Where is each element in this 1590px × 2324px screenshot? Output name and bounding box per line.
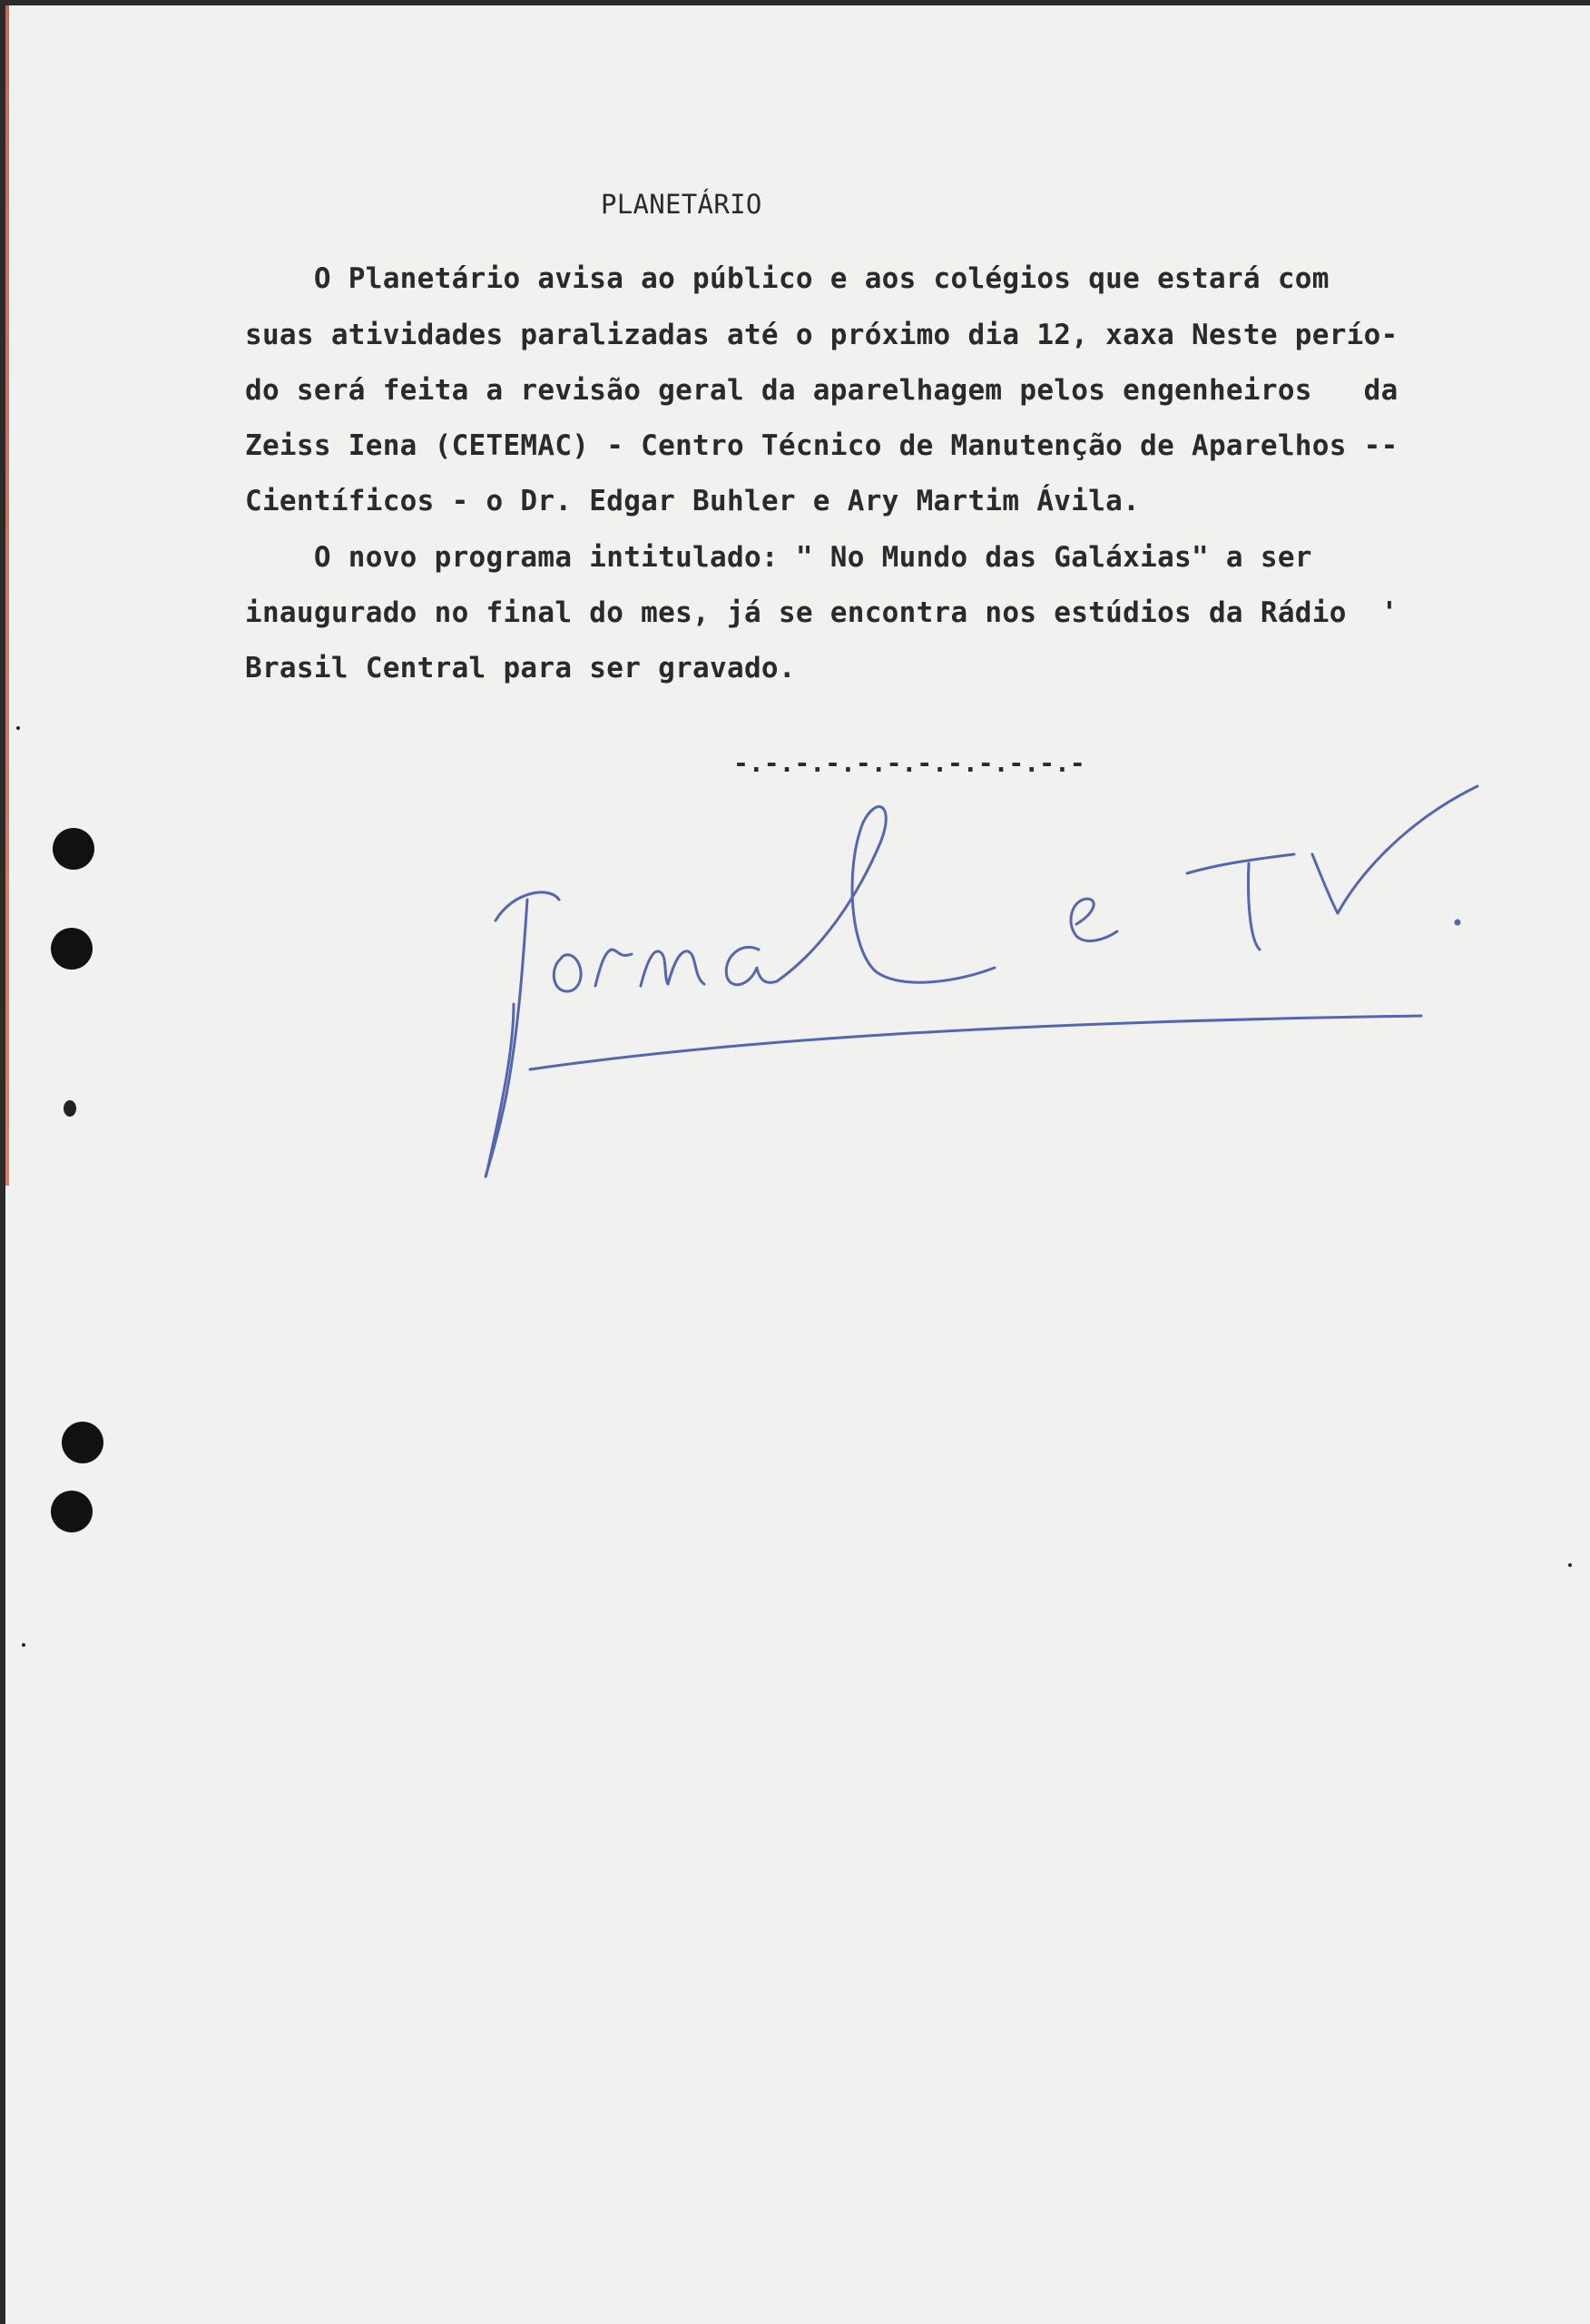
paragraph-1-line-3: do será feita a revisão geral da aparelhagem pelos engenheiros da <box>245 374 1399 407</box>
paragraph-2-line-1: O novo programa intitulado: " No Mundo das Galáxias" a ser <box>245 541 1312 574</box>
paragraph-1-line-5: Científicos - o Dr. Edgar Buhler e Ary Martim Ávila. <box>245 485 1141 517</box>
paragraph-2-line-3: Brasil Central para ser gravado. <box>245 652 796 684</box>
paragraph-2-line-2: inaugurado no final do mes, já se encontra nos estúdios da Rádio ' <box>245 596 1399 629</box>
paragraph-1-line-4: Zeiss Iena (CETEMAC) - Centro Técnico de Manutenção de Aparelhos -- <box>245 429 1399 462</box>
punch-hole <box>51 928 93 970</box>
document-title: PLANETÁRIO <box>601 189 762 220</box>
paragraph-1-line-2: suas atividades paralizadas até o próximo dia 12, xaxa Neste perío- <box>245 319 1399 351</box>
handwritten-note-jornal-e-tv <box>5 5 1590 2324</box>
document-page <box>5 5 1590 2324</box>
punch-hole <box>51 1491 93 1532</box>
ink-speck <box>64 1100 76 1117</box>
paragraph-1-line-1: O Planetário avisa ao público e aos colégios que estará com <box>245 262 1330 295</box>
ink-speck <box>1568 1563 1572 1567</box>
punch-hole <box>62 1422 103 1463</box>
ink-speck <box>22 1643 25 1647</box>
ink-speck <box>16 726 20 730</box>
section-divider: -.-.-.-.-.-.-.-.-.-.-.- <box>733 748 1085 778</box>
punch-hole <box>53 828 94 870</box>
paper-edge <box>5 5 9 1186</box>
